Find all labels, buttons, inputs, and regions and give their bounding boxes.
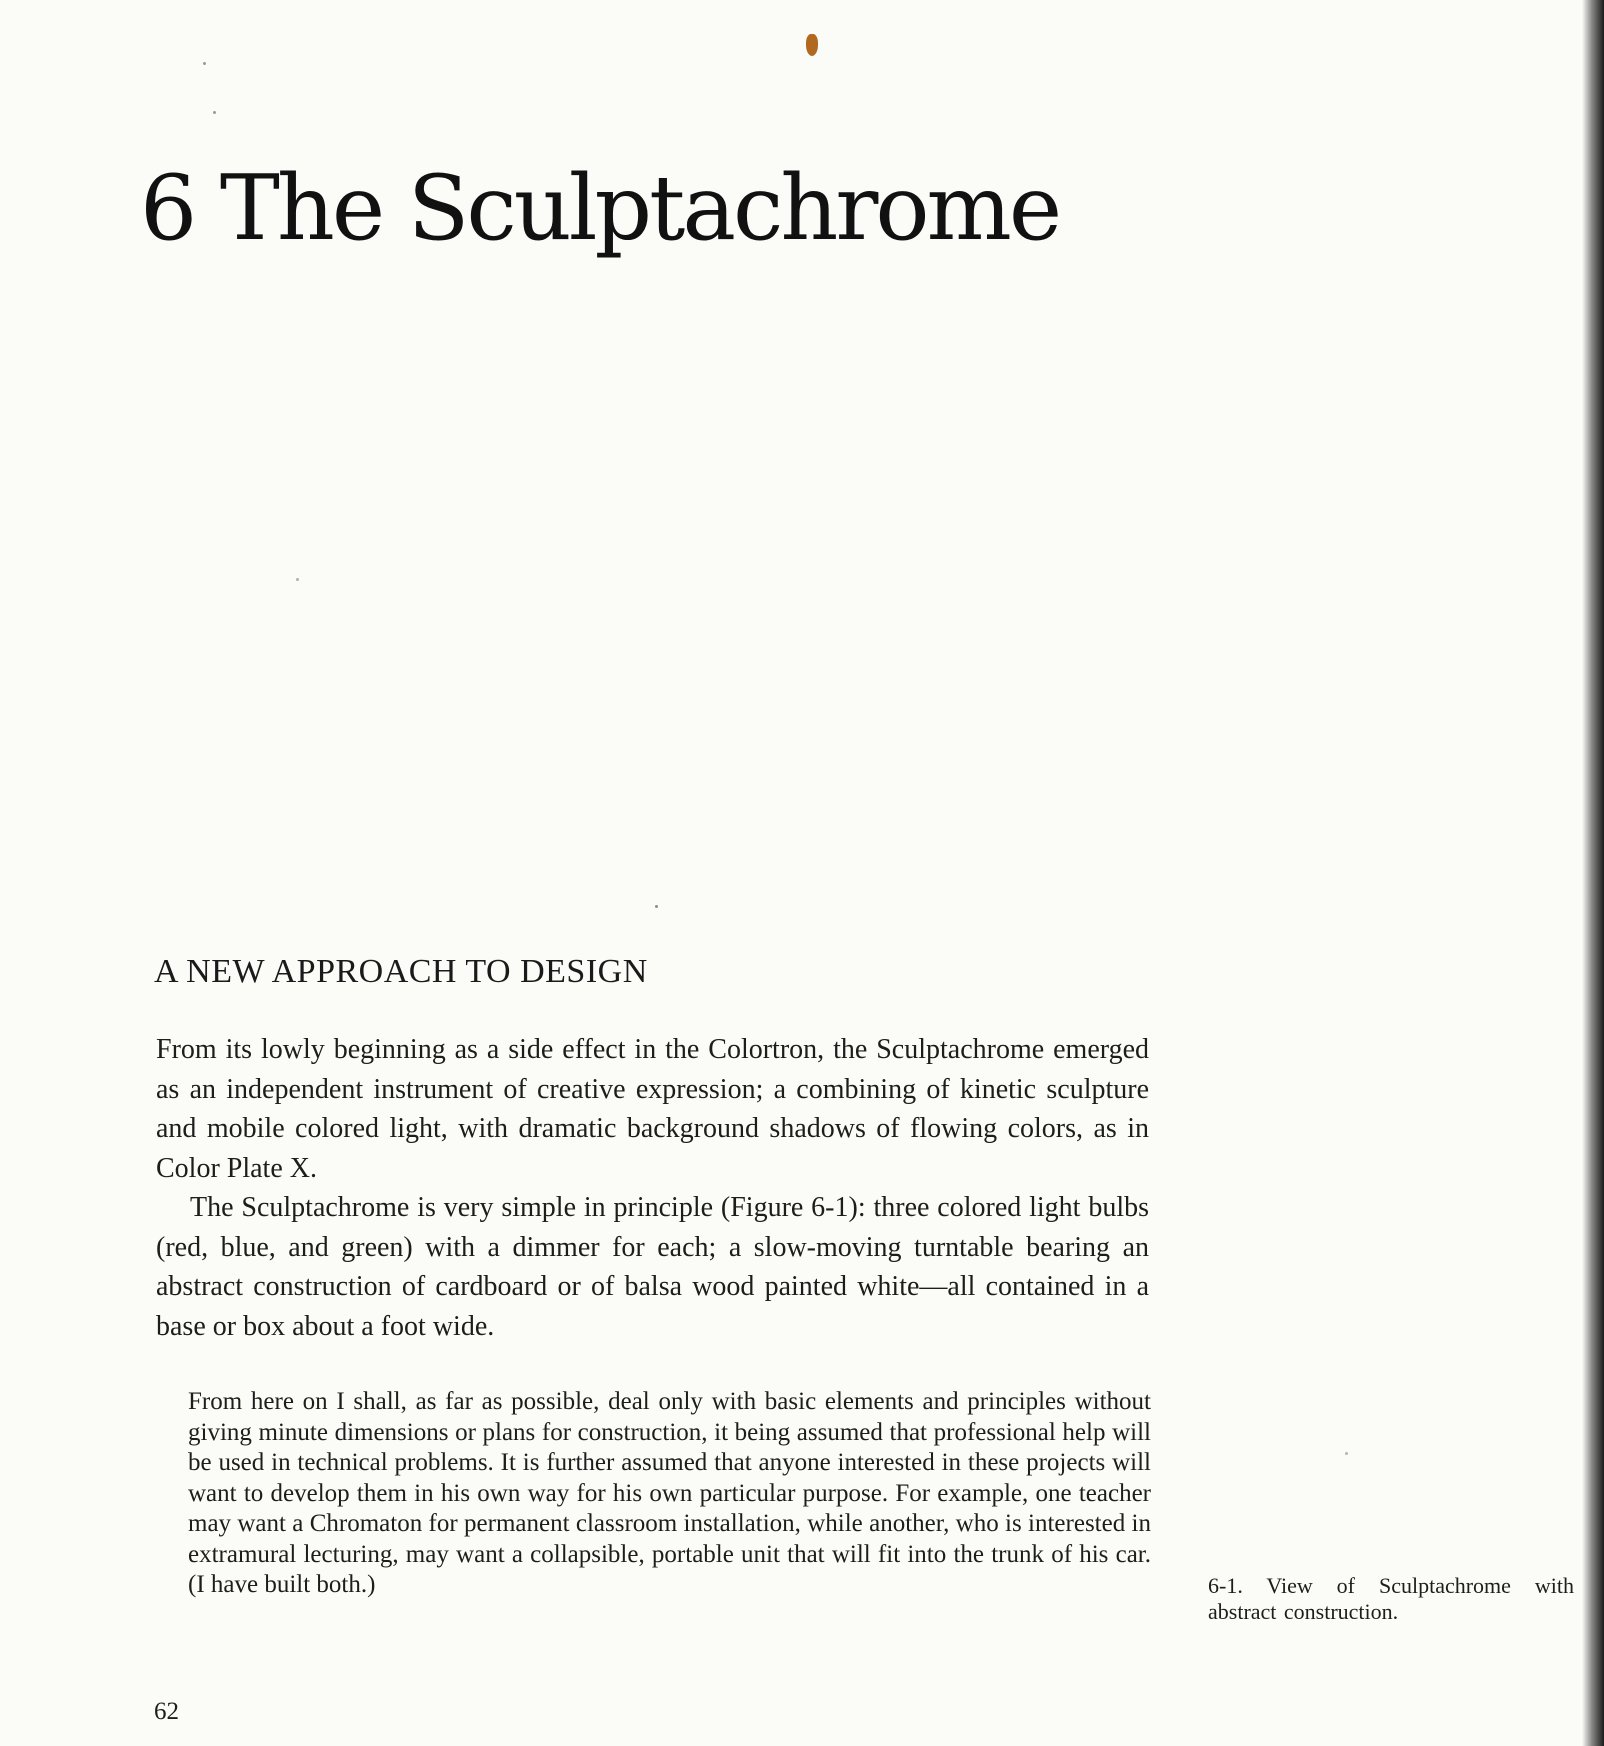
paper-speck xyxy=(213,111,216,114)
paper-speck xyxy=(1345,1452,1348,1455)
body-paragraph: The Sculptachrome is very simple in principle (Figure 6-1): three colored light bulbs (red, blue, and green) with a dimmer for each; a slow-moving turntable bearing an abstract construction of cardboard or of balsa wood painted white—all contained in a base or box about a foot wide. xyxy=(156,1192,1149,1342)
paper-blemish xyxy=(806,34,818,56)
paper-speck xyxy=(655,905,658,908)
paper-speck xyxy=(203,62,206,65)
construction-note: From here on I shall, as far as possible, deal only with basic elements and principles without giving minute dimensions or plans for construction, it being assumed that professional help will be used in technical problems. It is further assumed that anyone interested in these projects will want to develop them in his own way for his own particular purpose. For example, one teacher may want a Chromaton for permanent classroom installation, while another, who is interested in extramural lecturing, may want a collapsible, portable unit that will fit into the trunk of his car. (I have built both.) xyxy=(188,1388,1151,1598)
chapter-title: 6 The Sculptachrome xyxy=(140,156,1060,261)
figure-caption: 6-1. View of Sculptachrome with abstract construction. xyxy=(1208,1573,1574,1624)
section-heading: A NEW APPROACH TO DESIGN xyxy=(154,953,648,990)
binding-shadow xyxy=(1582,0,1604,1746)
body-text xyxy=(156,1030,1149,1346)
body-paragraph: From its lowly beginning as a side effect in the Colortron, the Sculptachrome emerged as an independent instrument of creative expression; a combining of kinetic sculpture and mobile colored light, with dramatic background shadows of flowing colors, as in Color Plate X. xyxy=(156,1034,1149,1184)
paper-speck xyxy=(296,578,299,581)
page-number: 62 xyxy=(154,1698,179,1725)
